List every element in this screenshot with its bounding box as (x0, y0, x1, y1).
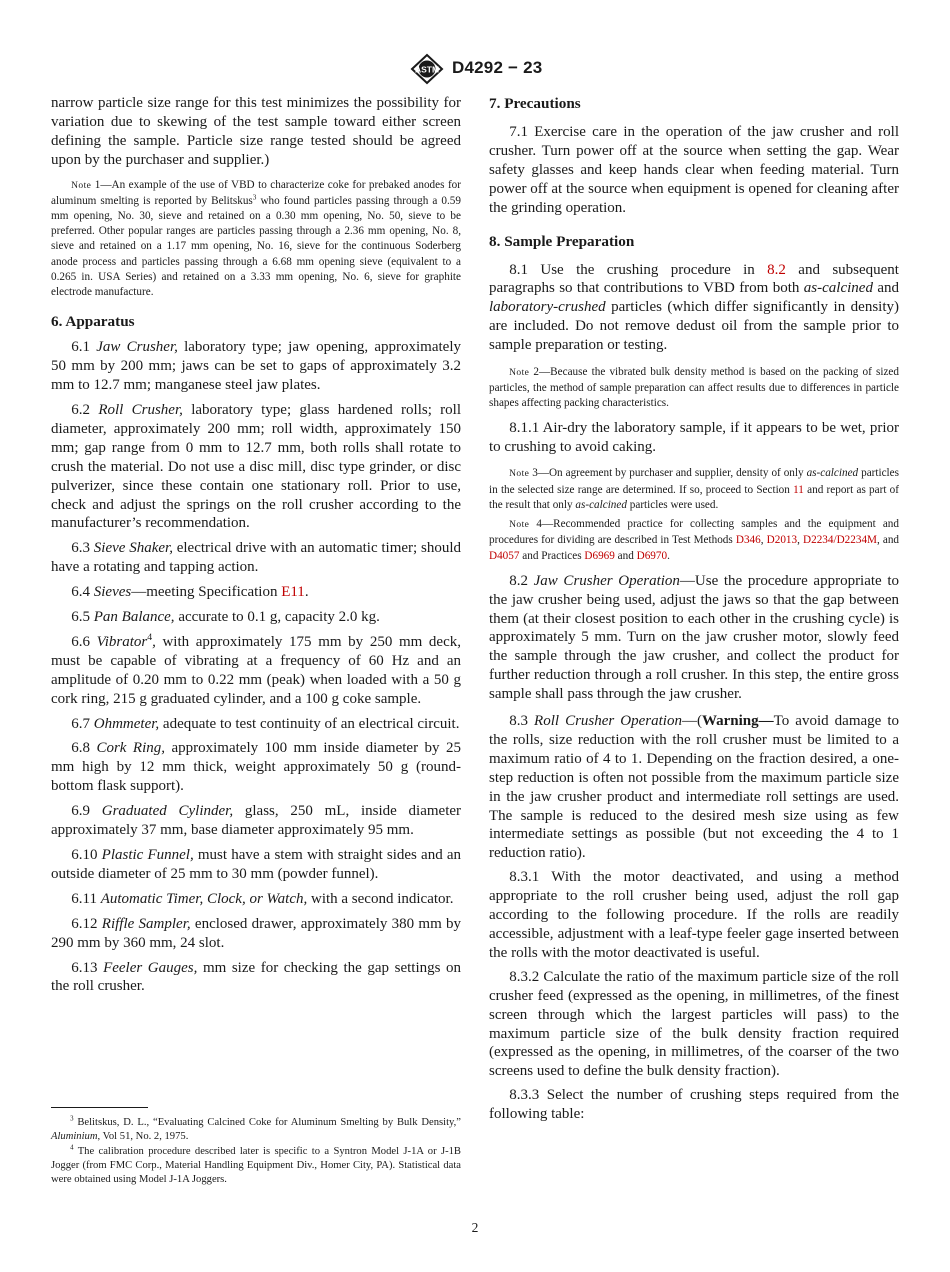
link-8-2[interactable]: 8.2 (767, 261, 786, 278)
link-section-11[interactable]: 11 (793, 483, 804, 496)
section-6-5: 6.5 Pan Balance, accurate to 0.1 g, capacity 2.0 kg. (71, 609, 380, 626)
section-6-10: 6.10 Plastic Funnel, must have a stem with straight sides and an outside diameter of 25 mm to 30 mm (powder funnel). (51, 847, 462, 882)
section-8-2: 8.2 Jaw Crusher Operation—Use the procedure appropriate to the jaw crusher being used, adjust the jaws so that the gap between them (at their closest position to each other in the crushing cycle) is approximately 5 mm. Turn on the jaw crusher motor, slowly feed the sample through the jaw crusher, and collect the product for further reduction through a roll crusher. In this step, the entire gross sample shall pass through the jaw crusher. (489, 572, 900, 703)
paragraph-continued: narrow particle size range for this test minimizes the possibility for variation due to skewing of the test sample toward either screen defining the sample. Particle size range tested should be agreed upon by the purchaser and supplier.) (51, 95, 461, 168)
footnote-rule (51, 1107, 148, 1108)
right-column (489, 94, 899, 1124)
section-6-8: 6.8 Cork Ring, approximately 100 mm inside diameter by 25 mm high by 12 mm thick, weight approximately 50 g (round-bottom flask support). (51, 740, 461, 795)
link-d346[interactable]: D346 (735, 534, 761, 547)
section-6-13: 6.13 Feeler Gauges, mm size for checking the gap settings on the roll crusher. (51, 959, 462, 995)
section-7-heading: 7. Precautions (489, 95, 581, 112)
note-2: Note 2—Because the vibrated bulk density method is based on the packing of sized particles, the method of sample preparation can affect results due to differences in particle shapes affecting packing characteristics. (489, 366, 899, 410)
section-8-3-2: 8.3.2 Calculate the ratio of the maximum particle size of the roll crusher feed (expressed as the opening, in millimetres, of the finest screen through which the largest particles will pass) to the maximum particle size of the bulk density fraction required (expressed as the opening, in millimetres, of the coarser of the two screens used to define the bulk density fraction). (489, 968, 899, 1080)
section-6-6: 6.6 Vibrator$^4$, with approximately 175 mm by 250 mm deck, must be capable of vibrating at a frequency of 60 Hz and an amplitude of 0.20 mm to 0.22 mm (peak) when loaded with a 50 g cork ring, 215 g graduated cylinder, and a 100 g coke sample. (51, 631, 461, 707)
note-1: Note 1—An example of the use of VBD to characterize coke for prebaked anodes for aluminum smelting is reported by Belitskus$^3$ who found particles passing through a 0.59 mm opening, No. 30, sieve and retained on a 0.30 mm opening, No. 50, sieve to be preferred. Other popular ranges are particles passing through a 2.36 mm opening, No. 8, sieve and retained on a 1.17 mm opening, No. 16, sieve for the continuous Soderberg anode process and particles passing through a 6.68 mm opening sieve (equivalent to a 0.265 in. USA Series) and retained on a 3.33 mm opening, No. 6, sieve for graphite electrode manufacture. (51, 178, 461, 299)
section-6-4: 6.4 Sieves—meeting Specification E11. (71, 584, 309, 601)
section-7-1: 7.1 Exercise care in the operation of the jaw crusher and roll crusher. Turn power off at the source when setting the gap. Wear safety glasses and keep hands clear when feeding material. Turn power off at the source when equipment is opened for cleaning after the grinding operation. (489, 124, 899, 216)
section-6-9: 6.9 Graduated Cylinder, glass, 250 mL, inside diameter approximately 37 mm, base diameter approximately 95 mm. (51, 803, 462, 839)
section-6-7: 6.7 Ohmmeter, adequate to test continuity of an electrical circuit. (71, 715, 460, 732)
link-d6970[interactable]: D6970 (636, 549, 668, 562)
page-header (0, 53, 950, 87)
left-column (51, 94, 461, 996)
link-d6969[interactable]: D6969 (584, 549, 615, 562)
footnote-3: $^3$ Belitskus, D. L., “Evaluating Calcined Coke for Aluminum Smelting by Bulk Density,” Aluminium, Vol 51, No. 2, 1975. (51, 1115, 461, 1143)
section-6-3: 6.3 Sieve Shaker, electrical drive with an automatic timer; should have a rotating and tapping action. (51, 540, 461, 576)
note-3: Note 3—On agreement by purchaser and supplier, density of only as-calcined particles in the selected size range are determined. If so, proceed to Section 11 and report as part of the result that only as-calcined particles were used. (489, 467, 899, 511)
note-4: Note 4—Recommended practice for collecting samples and the equipment and procedures for dividing are described in Test Methods D346, D2013, D2234/D2234M, and D4057 and Practices D6969 and D6970. (489, 518, 900, 562)
section-6-11: 6.11 Automatic Timer, Clock, or Watch, with a second indicator. (71, 890, 454, 907)
page-number: 2 (471, 1220, 479, 1235)
link-d2234[interactable]: D2234/D2234M (803, 534, 877, 547)
link-e11[interactable]: E11 (281, 584, 305, 601)
section-8-3-3: 8.3.3 Select the number of crushing steps required from the following table: (489, 1087, 899, 1123)
section-8-3-1: 8.3.1 With the motor deactivated, and using a method appropriate to the roll crusher being used, adjust the roll gap according to the following procedure. If the rolls are readily accessible, adjustment with a leaf-type feeler gage inserted between the rolls with the motor deactivated is useful. (489, 869, 899, 961)
section-6-1: 6.1 Jaw Crusher, laboratory type; jaw opening, approximately 50 mm by 200 mm; jaws can be set to gaps of approximately 3.2 mm to 12.7 mm; manganese steel jaw plates. (51, 339, 461, 394)
section-8-1: 8.1 Use the crushing procedure in 8.2 and subsequent paragraphs so that contributions to VBD from both as-calcined and laboratory-crushed particles (which differ significantly in density) are included. Do not remove dedust oil from the sample prior to sample preparation or testing. (489, 261, 899, 354)
section-6-heading: 6. Apparatus (51, 313, 135, 331)
astm-logo-icon (408, 53, 446, 85)
section-8-heading: 8. Sample Preparation (489, 232, 635, 250)
document-designation: D4292 − 23 (452, 58, 543, 77)
section-6-2: 6.2 Roll Crusher, laboratory type; glass hardened rolls; roll diameter, approximately 200 mm; roll width, approximately 150 mm; gap range from 0 mm to 12.7 mm, both rolls shall rotate to crush the material. Do not use a disc mill, disc type grinder, or disc pulverizer, since these contain one stationary roll. Prior to use, check and adjust the springs on the roll crusher according to the manufacturer’s recommendation. (51, 401, 461, 532)
logo-text: ASTM (414, 64, 440, 75)
section-8-1-1: 8.1.1 Air-dry the laboratory sample, if it appears to be wet, prior to crushing to avoid caking. (489, 419, 899, 455)
footnote-4: $^4$ The calibration procedure described later is specific to a Syntron Model J-1A or J-1B Jogger (from FMC Corp., Material Handling Equipment Div., Homer City, PA). Statistical data were obtained using Model J-1A Joggers. (51, 1144, 461, 1186)
section-6-12: 6.12 Riffle Sampler, enclosed drawer, approximately 380 mm by 290 mm by 360 mm, 24 slot. (51, 915, 462, 951)
link-d4057[interactable]: D4057 (489, 549, 520, 562)
footnotes (51, 1107, 461, 1187)
link-d2013[interactable]: D2013 (766, 534, 798, 547)
section-8-3: 8.3 Roll Crusher Operation—(Warning—To avoid damage to the rolls, size reduction with the roll crusher must be limited to a maximum ratio of 4 to 1. Depending on the fraction desired, a one-step reduction is often not possible from the maximum particle size in the jaw crusher product and intermediate roll settings are used. The sample is reduced to the desired mesh size using as few intermediate settings as possible (but not exceeding the 4 to 1 reduction ratio). (489, 713, 900, 862)
